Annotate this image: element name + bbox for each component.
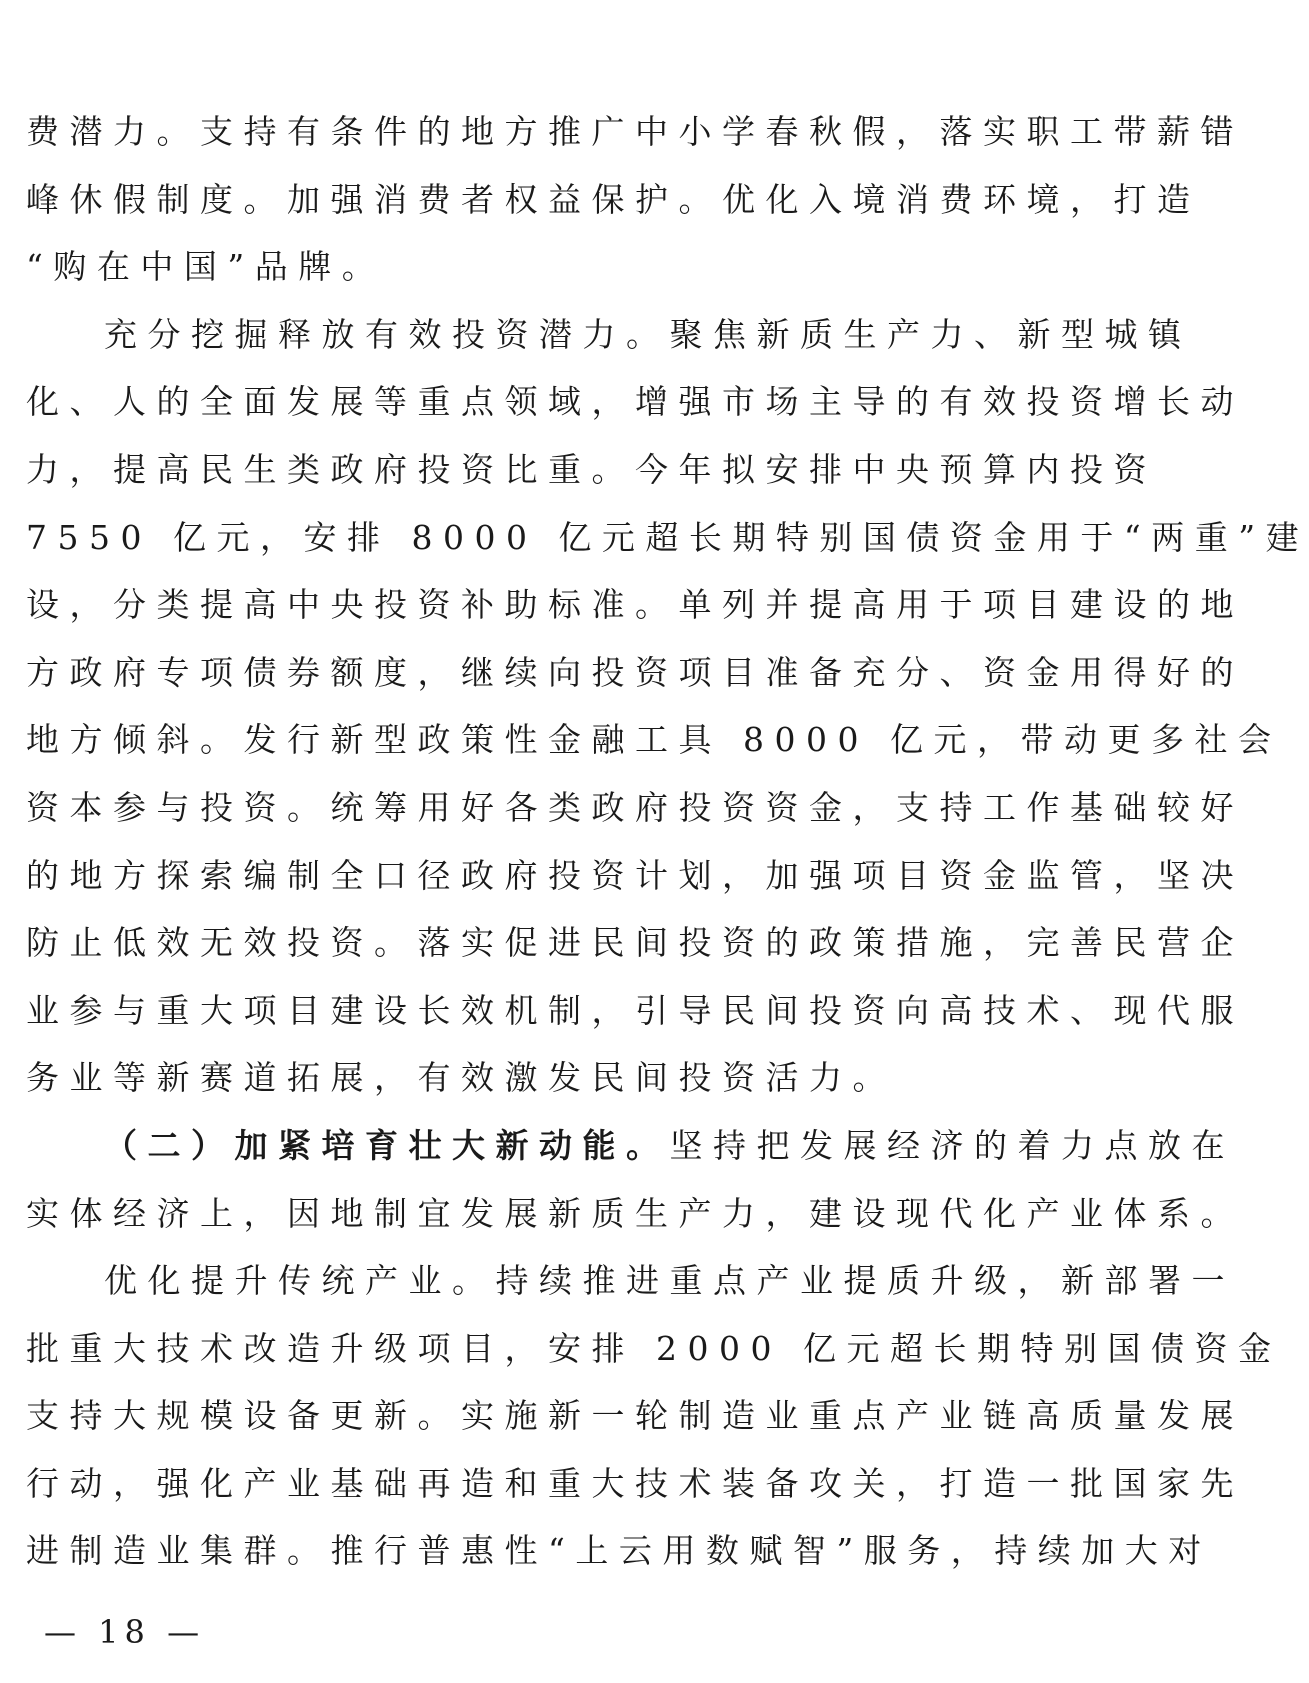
text-line: 实体经济上，因地制宜发展新质生产力，建设现代化产业体系。	[26, 1193, 1244, 1233]
text-line: 地方倾斜。发行新型政策性金融工具 8000 亿元，带动更多社会	[26, 720, 1282, 760]
page-number: — 18 —	[44, 1613, 206, 1651]
text-line: 资本参与投资。统筹用好各类政府投资资金，支持工作基础较好	[26, 787, 1244, 827]
text-line: 的地方探索编制全口径政府投资计划，加强项目资金监管，坚决	[26, 855, 1244, 895]
text-line: 防止低效无效投资。落实促进民间投资的政策措施，完善民营企	[26, 923, 1244, 963]
text-line: 务业等新赛道拓展，有效激发民间投资活力。	[26, 1058, 896, 1098]
text-line: “购在中国”品牌。	[26, 247, 386, 287]
document-page	[26, 98, 1309, 1585]
section-two	[26, 1112, 1244, 1247]
section-heading: （二）加紧培育壮大新动能。	[104, 1125, 670, 1165]
text-line: 7550 亿元，安排 8000 亿元超长期特别国债资金用于“两重”建	[26, 517, 1309, 557]
text-line: 力，提高民生类政府投资比重。今年拟安排中央预算内投资	[26, 449, 1157, 489]
text-line: 化、人的全面发展等重点领域，增强市场主导的有效投资增长动	[26, 382, 1244, 422]
text-line: 业参与重大项目建设长效机制，引导民间投资向高技术、现代服	[26, 990, 1244, 1030]
paragraph-industry	[26, 1247, 1282, 1585]
paragraph-investment	[26, 301, 1309, 1112]
text-line: 峰休假制度。加强消费者权益保护。优化入境消费环境，打造	[26, 179, 1201, 219]
text-line: 进制造业集群。推行普惠性“上云用数赋智”服务，持续加大对	[26, 1531, 1212, 1571]
section-heading-line	[26, 1112, 1235, 1180]
text-line: 设，分类提高中央投资补助标准。单列并提高用于项目建设的地	[26, 585, 1244, 625]
paragraph-continuation	[26, 98, 1244, 301]
text-line: 行动，强化产业基础再造和重大技术装备攻关，打造一批国家先	[26, 1463, 1244, 1503]
text-line: 支持大规模设备更新。实施新一轮制造业重点产业链高质量发展	[26, 1396, 1244, 1436]
text-line: 充分挖掘释放有效投资潜力。聚焦新质生产力、新型城镇	[104, 314, 1192, 354]
text-line: 优化提升传统产业。持续推进重点产业提质升级，新部署一	[104, 1261, 1235, 1301]
section-heading-rest: 坚持把发展经济的着力点放在	[669, 1125, 1235, 1165]
text-line: 批重大技术改造升级项目，安排 2000 亿元超长期特别国债资金	[26, 1328, 1282, 1368]
text-line: 费潜力。支持有条件的地方推广中小学春秋假，落实职工带薪错	[26, 112, 1244, 151]
text-line: 方政府专项债券额度，继续向投资项目准备充分、资金用得好的	[26, 652, 1244, 692]
